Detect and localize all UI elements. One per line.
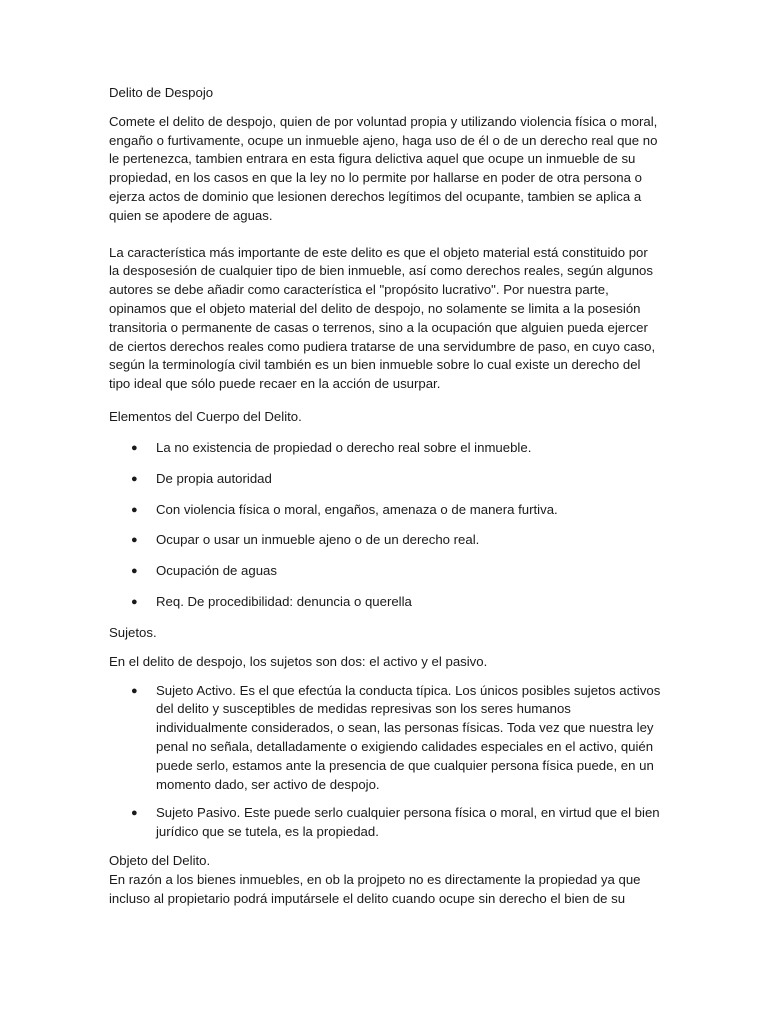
- list-item: [109, 531, 661, 550]
- list-item: [109, 501, 661, 520]
- list-item-text: Sujeto Activo. Es el que efectúa la conducta típica. Los únicos posibles sujetos activos del delito y susceptibles de medidas represivas son los seres humanos individualmente considerados, o sean, las personas físicas. Toda vez que nuestra ley penal no señala, detalladamente o exigiendo calidades especiales en el activo, quién puede serlo, estamos ante la presencia de que cualquier persona física puede, en un momento dado, ser activo de despojo.: [156, 682, 661, 792]
- bullet-icon: ●: [131, 684, 138, 697]
- list-item: [109, 439, 661, 458]
- list-item: [109, 593, 661, 612]
- document-title: Delito de Despojo: [109, 85, 214, 100]
- sujetos-list: [109, 682, 661, 842]
- list-item-text: Sujeto Pasivo. Este puede serlo cualquier persona física o moral, en virtud que el bien jurídico que se tutela, es la propiedad.: [156, 805, 660, 840]
- list-item-text: La no existencia de propiedad o derecho real sobre el inmueble.: [156, 439, 532, 455]
- list-item-text: Ocupar o usar un inmueble ajeno o de un derecho real.: [156, 532, 480, 548]
- list-item-text: Con violencia física o moral, engaños, amenaza o de manera furtiva.: [156, 501, 558, 517]
- list-item: [109, 470, 661, 489]
- elementos-list: [109, 439, 661, 612]
- heading-elementos: Elementos del Cuerpo del Delito.: [109, 408, 302, 424]
- list-item: [109, 562, 661, 581]
- list-item: [109, 804, 661, 842]
- paragraph-caracteristica: La característica más importante de este delito es que el objeto material está constituido por la desposesión de cualquier tipo de bien inmueble, así como derechos reales, según algunos autores se debe añadir como característica el "propósito lucrativo". Por nuestra parte, opinamos que el objeto material del delito de despojo, no solamente se limita a la posesión transitoria o permanente de casas o terrenos, sino a la ocupación que alguien pueda ejercer de ciertos derechos reales como pudiera tratarse de una servidumbre de paso, en cuyo caso, según la terminología civil también es un bien inmueble sobre lo cual existe un derecho del tipo ideal que sólo puede recaer en la acción de usurpar.: [109, 244, 656, 392]
- list-item-text: De propia autoridad: [156, 470, 272, 486]
- heading-sujetos: Sujetos.: [109, 625, 157, 641]
- list-item: [109, 682, 661, 795]
- list-item-text: Req. De procedibilidad: denuncia o querella: [156, 594, 412, 610]
- bullet-icon: ●: [131, 441, 138, 454]
- list-item-text: Ocupación de aguas: [156, 563, 277, 579]
- bullet-icon: ●: [131, 807, 138, 820]
- bullet-icon: ●: [131, 565, 138, 578]
- sujetos-intro: En el delito de despojo, los sujetos son dos: el activo y el pasivo.: [109, 653, 488, 669]
- paragraph-definicion: Comete el delito de despojo, quien de por voluntad propia y utilizando violencia física o moral, engaño o furtivamente, ocupe un inmueble ajeno, haga uso de él o de un derecho real que no le pertenezca, tambien entrara en esta figura delictiva aquel que ocupe un inmueble de su propiedad, en los casos en que la ley no lo permite por hallarse en poder de otra persona o ejerza actos de dominio que lesionen derechos legítimos del ocupante, tambien se aplica a quien se apodere de aguas.: [109, 113, 658, 223]
- bullet-icon: ●: [131, 534, 138, 547]
- objeto-text: En razón a los bienes inmuebles, en ob la projpeto no es directamente la propiedad ya que incluso al propietario podrá imputársele el delito cuando ocupe sin derecho el bien de su: [109, 871, 641, 906]
- bullet-icon: ●: [131, 472, 138, 485]
- bullet-icon: ●: [131, 596, 138, 609]
- bullet-icon: ●: [131, 503, 138, 516]
- document-page: [109, 84, 661, 908]
- heading-objeto: Objeto del Delito.: [109, 853, 211, 869]
